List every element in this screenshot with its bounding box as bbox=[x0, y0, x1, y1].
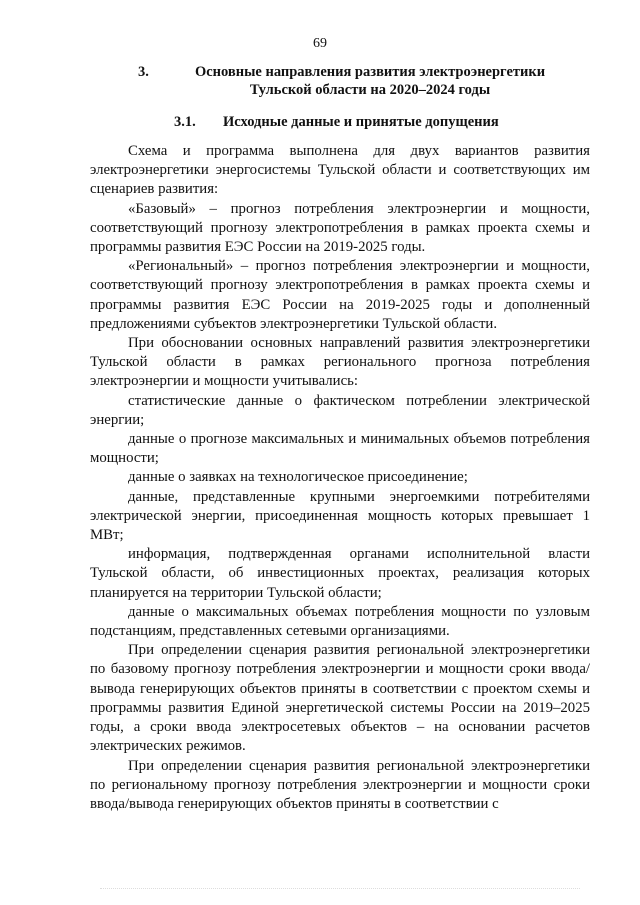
paragraph: данные о заявках на технологическое присоединение; bbox=[128, 469, 468, 486]
document-body bbox=[90, 142, 590, 814]
paragraph: данные, представленные крупными энергоемкими потребителями электрической энергии, присоединенная мощность которых превышает 1 МВт; bbox=[90, 488, 590, 544]
subsection-number: 3.1. bbox=[174, 114, 196, 130]
paragraph: информация, подтвержденная органами исполнительной власти Тульской области, об инвестиционных проектах, реализация которых планируется на территории Тульской области; bbox=[90, 546, 590, 601]
scan-artifact-line bbox=[100, 888, 580, 889]
paragraph: статистические данные о фактическом потреблении электрической энергии; bbox=[90, 392, 590, 428]
paragraph: «Региональный» – прогноз потребления электроэнергии и мощности, соответствующий прогнозу электропотребления в рамках проекта схемы и программы развития ЕЭС России на 2019-2025 годы и дополненный предложениями субъектов электроэнергетики Тульской области. bbox=[90, 258, 590, 332]
section-number: 3. bbox=[138, 64, 149, 80]
section-title: Основные направления развития электроэнергетики Тульской области на 2020–2024 годы bbox=[194, 64, 546, 98]
paragraph: При определении сценария развития региональной электроэнергетики по региональному прогнозу потребления электроэнергии и мощности сроки ввода/вывода генерирующих объектов приняты в соответствии с bbox=[90, 757, 590, 812]
paragraph: «Базовый» – прогноз потребления электроэнергии и мощности, соответствующий прогнозу электропотребления в рамках проекта схемы и программы развития ЕЭС России на 2019-2025 годы. bbox=[90, 200, 590, 256]
paragraph: данные о максимальных объемах потребления мощности по узловым подстанциям, представленных сетевыми организациями. bbox=[90, 603, 590, 640]
paragraph: данные о прогнозе максимальных и минимальных объемов потребления мощности; bbox=[90, 431, 590, 467]
paragraph: При определении сценария развития региональной электроэнергетики по базовому прогнозу потребления электроэнергии и мощности сроки ввода/вывода генерирующих объектов приняты в соответствии с проектом схемы и программы развития Единой энергетической системы России на 2019–2025 годы, а сроки ввода электросетевых объектов – на основании расчетов электрических режимов. bbox=[90, 642, 590, 755]
page-number: 69 bbox=[313, 36, 327, 51]
paragraph: При обосновании основных направлений развития электроэнергетики Тульской области в рамках регионального прогноза потребления электроэнергии и мощности учитывались: bbox=[90, 335, 590, 390]
subsection-title: Исходные данные и принятые допущения bbox=[223, 114, 499, 130]
paragraph: Схема и программа выполнена для двух вариантов развития электроэнергетики энергосистемы Тульской области и соответствующих им сценариев развития: bbox=[90, 143, 590, 198]
